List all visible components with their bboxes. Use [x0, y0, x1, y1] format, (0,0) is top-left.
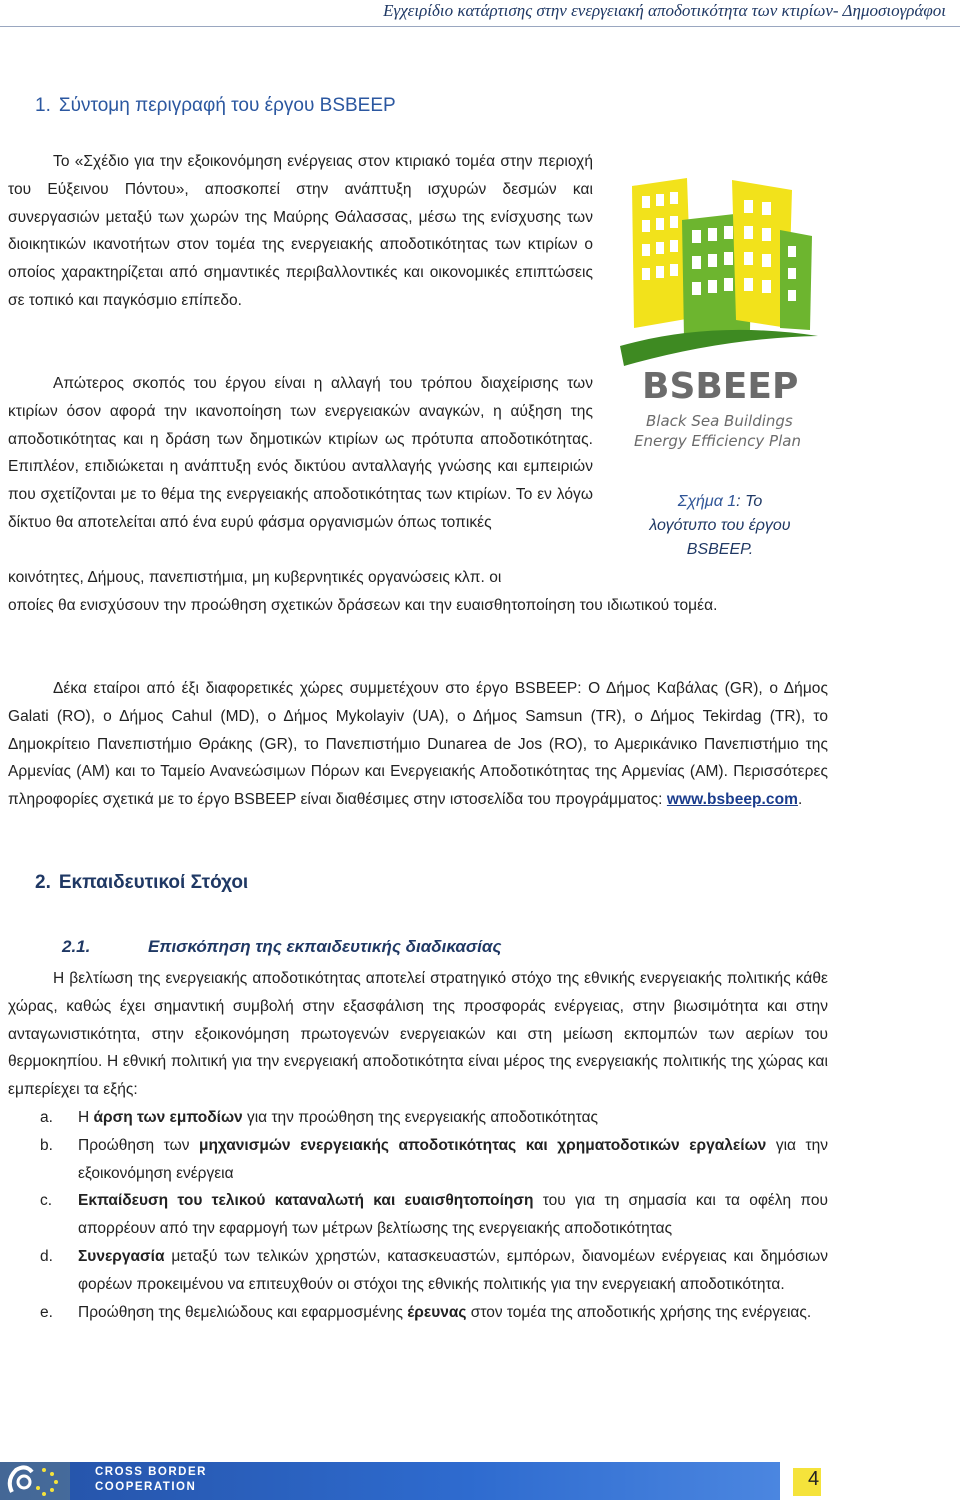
partners-text: Δέκα εταίροι από έξι διαφορετικές χώρες συμμετέχουν στο έργο BSBEEP: Ο Δήμος Καβάλας (GR), ο Δήμος Galati (RO), ο Δήμος Cahul (MD), ο Δήμος Mykolayiv (UA), ο Δήμος Samsun (TR), ο Δήμος Tekirdag (TR), το Δημοκρίτειο Πανεπιστήμιο Θράκης (GR), το Πανεπιστήμιο Dunarea de Jos (RO), το Αμερικάνικο Πανεπιστήμιο της Αρμενίας (AM) και το Ταμείο Ανανεώσιμων Πόρων και Ενεργειακής Αποδοτικότητας της Αρμενίας (AM). Περισσότερες πληροφορίες σχετικά με το έργο BSBEEP είναι διαθέσιμες στην ιστοσελίδα του προγράμματος:	[8, 680, 828, 809]
paragraph-overview: Η βελτίωση της ενεργειακής αποδοτικότητας αποτελεί στρατηγικό στόχο της εθνικής ενεργειακής πολιτικής κάθε χώρας, καθώς έχει σημαντική συμβολή στην εξασφάλιση της προσφοράς ενέργειας, στην βιωσιμότητα και στην ανταγωνιστικότητα, στην εξοικονόμηση πρωτογενών ενεργειακών και στη μείωση εκπομπών των αερίων του θερμοκηπίου. Η εθνική πολιτική για την ενεργειακή αποδοτικότητα είναι μέρος της ενεργειακής πολιτικής της χώρας και εμπερίεχει τα εξής:	[8, 970, 828, 1099]
paragraph-intro: Το «Σχέδιο για την εξοικονόμηση ενέργειας στον κτιριακό τομέα στην περιοχή του Εύξεινου Πόντου», αποσκοπεί στην ανάπτυξη ισχυρών δεσμών και συνεργασιών μεταξύ των χωρών της Μαύρης Θάλασσας, μέσω της ενίσχυσης των διοικητικών ικανοτήτων στον τομέα της ενεργειακής αποδοτικότητας των κτιρίων ο οποίος χαρακτηρίζεται από σημαντικές περιβαλλοντικές και οικονομικές επιπτώσεις σε τοπικό και παγκόσμιο επίπεδο.	[8, 153, 593, 309]
figure-caption	[630, 490, 810, 562]
paragraph-objective-cont-b: οποίες θα ενισχύσουν την προώθηση σχετικών δράσεων και την ευαισθητοποίηση του ιδιωτικού τομέα.	[8, 597, 718, 614]
list-item	[8, 1299, 828, 1327]
list-marker: c.	[40, 1192, 53, 1210]
section-2-title: Εκπαιδευτικοί Στόχοι	[58, 872, 249, 893]
list-item-emphasis: έρευνας	[407, 1303, 467, 1321]
list-item-emphasis: μηχανισμών ενεργειακής αποδοτικότητας και χρηματοδοτικών εργαλείων	[198, 1136, 767, 1154]
header-divider	[0, 26, 960, 27]
logo-line-2: Energy Efficiency Plan	[634, 432, 801, 450]
section-2-number: 2.	[35, 872, 51, 893]
subsection-2-1-heading	[62, 937, 501, 957]
caption-label: Σχήμα 1	[677, 493, 737, 510]
logo-wordmark: BSBEEP	[642, 366, 799, 407]
section-2-heading	[35, 872, 248, 894]
project-website-link[interactable]: www.bsbeep.com	[666, 791, 798, 809]
caption-text-b: λογότυπο του έργου	[649, 517, 791, 534]
logo-line-1: Black Sea Buildings	[646, 412, 793, 430]
policy-list	[8, 1104, 828, 1326]
list-marker: b.	[40, 1136, 53, 1154]
list-item-text: για την προώθηση της ενεργειακής αποδοτικότητας	[242, 1109, 599, 1126]
list-item-text: για την εξοικονόμηση ενέργεια	[78, 1136, 828, 1182]
subsection-2-1-number: 2.1.	[62, 937, 91, 956]
bsbeep-logo-graphic	[612, 170, 822, 470]
list-marker: a.	[40, 1109, 53, 1126]
program-logo-text	[95, 1465, 207, 1495]
list-item-emphasis: Εκπαίδευση του τελικού καταναλωτή και ευαισθητοποίηση	[78, 1192, 534, 1210]
section-1-number: 1.	[35, 95, 51, 116]
caption-text-a: : Το	[736, 493, 763, 510]
bsbeep-logo	[612, 170, 822, 470]
list-item-text: Προώθηση της θεμελιώδους και εφαρμοσμένης	[78, 1303, 408, 1321]
list-item	[8, 1187, 828, 1243]
list-item-text: μεταξύ των τελικών χρηστών, κατασκευαστών, εμπόρων, διανομέων ενέργειας και δημόσιων φορέων προκειμένου να επιτευχθούν οι στόχοι της εθνικής πολιτικής για την ενεργειακή αποδοτικότητα.	[78, 1247, 828, 1293]
list-item-emphasis: άρση των εμποδίων	[93, 1109, 243, 1126]
list-item-emphasis: Συνεργασία	[78, 1247, 165, 1265]
list-item	[8, 1132, 828, 1188]
paragraph-objective-cont-a: κοινότητες, Δήμους, πανεπιστήμια, μη κυβερνητικές οργανώσεις κλπ. οι	[8, 569, 502, 586]
program-line-1: CROSS BORDER	[95, 1466, 207, 1478]
section-1-heading	[35, 95, 396, 117]
section-1-title: Σύντομη περιγραφή του έργου BSBEEP	[58, 95, 396, 116]
program-line-2: COOPERATION	[95, 1481, 197, 1493]
subsection-2-1-title: Επισκόπηση της εκπαιδευτικής διαδικασίας	[148, 937, 502, 956]
page-number: 4	[808, 1468, 820, 1490]
caption-text-c: BSBEEP.	[686, 541, 754, 558]
list-item-text: στον τομέα της αποδοτικής χρήσης της ενέργειας.	[466, 1303, 812, 1321]
running-header: Εγχειρίδιο κατάρτισης στην ενεργειακή αποδοτικότητα των κτιρίων- Δημοσιογράφοι	[383, 1, 946, 20]
list-item	[8, 1104, 828, 1132]
paragraph-partners	[8, 675, 828, 814]
eu-stars-icon	[0, 1462, 70, 1500]
partners-text-end: .	[797, 791, 803, 809]
list-item-text: του για τη σημασία και τα οφέλη που απορρέουν από την εφαρμογή των μέτρων βελτίωσης της ενεργειακής αποδοτικότητας	[78, 1192, 828, 1238]
list-marker: e.	[40, 1303, 53, 1321]
list-marker: d.	[40, 1247, 53, 1265]
list-item	[8, 1243, 828, 1299]
list-item-text: Η	[78, 1109, 94, 1126]
list-item-text: Προώθηση των	[78, 1136, 199, 1154]
paragraph-objective: Απώτερος σκοπός του έργου είναι η αλλαγή του τρόπου διαχείρισης των κτιρίων όσον αφορά την ικανοποίηση των ενεργειακών αναγκών, η αύξηση της αποδοτικότητας και η δράση των δημοτικών κτιρίων ως πρότυπα αποδοτικότητας. Επιπλέον, επιδιώκεται η ανάπτυξη ενός δικτύου ανταλλαγής γνώσης και εμπειριών που σχετίζονται με το θέμα της ενεργειακής αποδοτικότητας των κτιρίων. Το εν λόγω δίκτυο θα αποτελείται από ένα ευρύ φάσμα οργανισμών όπως τοπικές	[8, 375, 593, 531]
